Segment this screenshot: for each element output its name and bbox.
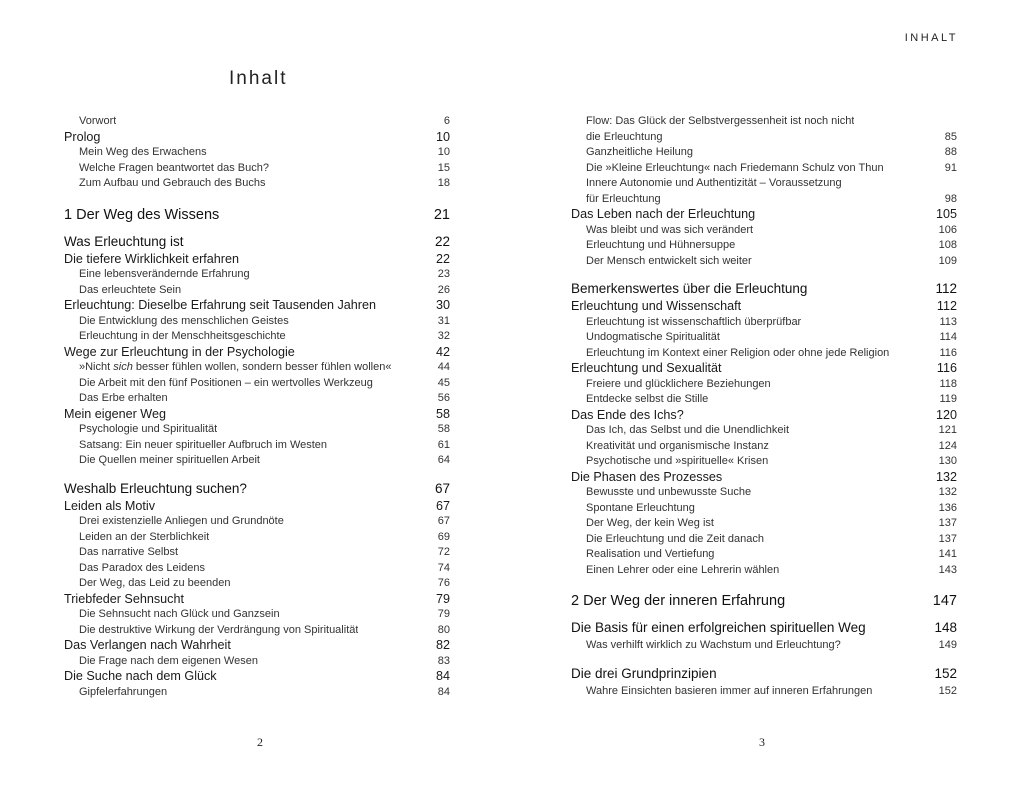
toc-entry-page: 143 bbox=[938, 563, 957, 576]
toc-entry bbox=[571, 346, 957, 362]
toc-entry bbox=[571, 130, 957, 146]
toc-entry bbox=[571, 470, 957, 486]
toc-entry-title: Triebfeder Sehnsucht bbox=[64, 591, 184, 606]
toc-entry-page: 42 bbox=[435, 344, 450, 359]
toc-entry-page: 72 bbox=[437, 546, 450, 558]
toc-entry-page: 152 bbox=[934, 665, 957, 681]
toc-entry-title: Freiere und glücklichere Beziehungen bbox=[586, 377, 771, 390]
toc-entry bbox=[571, 439, 957, 455]
toc-entry-page: 105 bbox=[935, 207, 957, 221]
toc-entry bbox=[571, 618, 957, 638]
toc-entry-title: Was Erleuchtung ist bbox=[64, 233, 184, 249]
toc-entry-page: 32 bbox=[437, 330, 450, 342]
toc-entry bbox=[64, 232, 450, 252]
toc-entry-page: 88 bbox=[944, 146, 957, 158]
toc-entry bbox=[571, 408, 957, 424]
toc-entry-page: 132 bbox=[935, 469, 957, 484]
running-head: INHALT bbox=[904, 32, 958, 44]
toc-entry-title: Die Phasen des Prozesses bbox=[571, 469, 723, 484]
toc-entry bbox=[571, 516, 957, 532]
toc-entry-page: 149 bbox=[938, 639, 957, 651]
toc-entry-title: Erleuchtung im Kontext einer Religion oder ohne jede Religion bbox=[586, 346, 890, 359]
toc-entry-page: 22 bbox=[434, 233, 450, 249]
toc-entry bbox=[571, 361, 957, 377]
toc-entry-page: 85 bbox=[944, 130, 957, 143]
toc-entry-title: Die Erleuchtung und die Zeit danach bbox=[586, 532, 764, 545]
toc-entry-page: 120 bbox=[935, 407, 957, 422]
toc-entry bbox=[64, 391, 450, 407]
toc-entry-title: Der Weg, das Leid zu beenden bbox=[79, 577, 231, 589]
toc-entry-page: 45 bbox=[437, 376, 450, 389]
toc-entry bbox=[64, 145, 450, 161]
toc-entry bbox=[64, 479, 450, 499]
toc-entry-page: 119 bbox=[939, 393, 957, 405]
toc-entry bbox=[571, 145, 957, 161]
toc-entry-page: 118 bbox=[939, 377, 957, 390]
toc-right-page bbox=[571, 114, 957, 699]
toc-entry-title: Vorwort bbox=[79, 115, 117, 127]
toc-entry-title: Mein Weg des Erwachens bbox=[79, 146, 207, 158]
toc-entry bbox=[64, 314, 450, 330]
toc-entry-title: Spontane Erleuchtung bbox=[586, 501, 695, 514]
toc-entry-title: Der Mensch entwickelt sich weiter bbox=[586, 254, 752, 267]
toc-entry-title: Die destruktive Wirkung der Verdrängung von Spiritualität bbox=[79, 623, 359, 636]
toc-entry bbox=[64, 114, 450, 130]
toc-entry bbox=[64, 499, 450, 515]
toc-entry-title: Die Sehnsucht nach Glück und Ganzsein bbox=[79, 608, 280, 620]
toc-entry-page: 83 bbox=[437, 654, 450, 667]
toc-entry-page: 108 bbox=[938, 239, 957, 251]
toc-entry bbox=[571, 223, 957, 239]
toc-entry bbox=[571, 392, 957, 408]
toc-entry bbox=[64, 438, 450, 454]
toc-entry bbox=[64, 453, 450, 469]
toc-entry-page: 22 bbox=[435, 251, 450, 266]
toc-entry bbox=[64, 329, 450, 345]
toc-entry-title: Welche Fragen beantwortet das Buch? bbox=[79, 161, 269, 174]
toc-entry-title: Prolog bbox=[64, 129, 101, 144]
toc-entry-title: Das Ende des Ichs? bbox=[571, 407, 684, 422]
toc-entry-page: 121 bbox=[938, 424, 957, 436]
toc-entry-page: 76 bbox=[437, 577, 450, 589]
toc-entry bbox=[571, 590, 957, 612]
toc-entry-title: Mein eigener Weg bbox=[64, 406, 166, 421]
toc-entry bbox=[64, 252, 450, 268]
toc-entry bbox=[571, 638, 957, 654]
toc-entry-title: Das Verlangen nach Wahrheit bbox=[64, 638, 231, 652]
toc-entry-page: 147 bbox=[932, 593, 957, 609]
toc-entry bbox=[571, 377, 957, 393]
toc-entry-title: Die Basis für einen erfolgreichen spirituellen Weg bbox=[571, 620, 866, 635]
toc-entry-title: Erleuchtung und Hühnersuppe bbox=[586, 239, 736, 251]
toc-entry-page: 130 bbox=[938, 455, 957, 467]
toc-entry-title: Innere Autonomie und Authentizität – Voraussetzung bbox=[586, 177, 842, 189]
toc-entry-page: 84 bbox=[435, 669, 450, 683]
toc-entry-page: 58 bbox=[437, 423, 450, 435]
toc-entry bbox=[571, 238, 957, 254]
toc-entry-page: 23 bbox=[437, 268, 450, 280]
toc-entry-title: 1 Der Weg des Wissens bbox=[64, 206, 220, 223]
toc-entry-page: 82 bbox=[435, 638, 450, 652]
toc-entry-title: für Erleuchtung bbox=[586, 192, 661, 205]
toc-entry-title: Erleuchtung: Dieselbe Erfahrung seit Tausenden Jahren bbox=[64, 298, 377, 312]
toc-entry bbox=[571, 501, 957, 517]
toc-entry bbox=[571, 315, 957, 331]
toc-entry bbox=[64, 545, 450, 561]
toc-entry-title: Einen Lehrer oder eine Lehrerin wählen bbox=[586, 563, 780, 576]
toc-entry bbox=[571, 454, 957, 470]
toc-entry-title: Weshalb Erleuchtung suchen? bbox=[64, 480, 247, 496]
toc-entry bbox=[571, 207, 957, 223]
toc-entry bbox=[64, 298, 450, 314]
toc-entry bbox=[64, 669, 450, 685]
toc-entry-title: Entdecke selbst die Stille bbox=[586, 393, 709, 405]
toc-entry-page: 132 bbox=[938, 486, 957, 498]
toc-entry-page: 15 bbox=[437, 161, 450, 174]
toc-entry bbox=[571, 684, 957, 700]
toc-entry bbox=[571, 161, 957, 177]
toc-entry-page: 26 bbox=[437, 283, 450, 296]
toc-entry-title: Erleuchtung in der Menschheitsgeschichte bbox=[79, 330, 286, 342]
toc-entry-title: Die Quellen meiner spirituellen Arbeit bbox=[79, 454, 260, 466]
toc-entry-title: Gipfelerfahrungen bbox=[79, 685, 168, 698]
toc-entry-page: 58 bbox=[435, 406, 450, 421]
toc-entry-title: Die Frage nach dem eigenen Wesen bbox=[79, 654, 258, 667]
toc-entry-title: Eine lebensverändernde Erfahrung bbox=[79, 268, 250, 280]
toc-entry-title: Drei existenzielle Anliegen und Grundnöte bbox=[79, 515, 284, 527]
toc-entry-title: Wahre Einsichten basieren immer auf inneren Erfahrungen bbox=[586, 684, 873, 697]
toc-entry bbox=[571, 330, 957, 346]
toc-entry bbox=[64, 654, 450, 670]
toc-entry-title: Das erleuchtete Sein bbox=[79, 283, 182, 296]
toc-entry bbox=[64, 638, 450, 654]
toc-entry-title: Flow: Das Glück der Selbstvergessenheit ist noch nicht bbox=[586, 115, 855, 127]
toc-entry bbox=[571, 664, 957, 684]
toc-entry-page: 137 bbox=[938, 532, 957, 545]
toc-entry-title: Die Arbeit mit den fünf Positionen – ein wertvolles Werkzeug bbox=[79, 376, 373, 389]
toc-entry-page: 141 bbox=[938, 548, 957, 560]
toc-entry-title: »Nicht sich besser fühlen wollen, sondern besser fühlen wollen« bbox=[79, 361, 392, 373]
toc-entry bbox=[571, 254, 957, 270]
toc-entry-title: Psychotische und »spirituelle« Krisen bbox=[586, 455, 769, 467]
toc-entry-page: 112 bbox=[935, 281, 957, 296]
toc-entry bbox=[64, 407, 450, 423]
toc-entry bbox=[64, 283, 450, 299]
toc-entry bbox=[64, 685, 450, 701]
toc-entry-title: Realisation und Vertiefung bbox=[586, 548, 715, 560]
toc-entry-page: 79 bbox=[435, 591, 450, 606]
toc-entry-page: 31 bbox=[437, 314, 450, 327]
toc-entry-page: 74 bbox=[437, 561, 450, 574]
toc-entry-page: 79 bbox=[437, 608, 450, 620]
toc-entry-title: Das narrative Selbst bbox=[79, 546, 179, 558]
toc-entry-page: 106 bbox=[938, 223, 957, 236]
toc-entry-title: Was bleibt und was sich verändert bbox=[586, 223, 754, 236]
toc-entry bbox=[64, 514, 450, 530]
toc-entry-title: Die tiefere Wirklichkeit erfahren bbox=[64, 251, 239, 266]
toc-entry-page: 112 bbox=[936, 299, 957, 313]
toc-entry-title: Leiden an der Sterblichkeit bbox=[79, 530, 210, 543]
toc-entry bbox=[64, 592, 450, 608]
toc-entry-page: 67 bbox=[435, 498, 450, 513]
toc-entry-title: Bewusste und unbewusste Suche bbox=[586, 486, 752, 498]
toc-entry bbox=[571, 563, 957, 579]
toc-entry-title: Die Entwicklung des menschlichen Geistes bbox=[79, 314, 289, 327]
toc-entry-title: Bemerkenswertes über die Erleuchtung bbox=[571, 281, 808, 296]
toc-entry-page: 116 bbox=[936, 361, 957, 375]
toc-entry-page: 21 bbox=[433, 206, 450, 223]
toc-entry bbox=[571, 192, 957, 208]
toc-entry bbox=[64, 607, 450, 623]
toc-entry-page: 136 bbox=[938, 501, 957, 514]
toc-entry-page: 116 bbox=[939, 346, 957, 359]
toc-entry bbox=[64, 204, 450, 226]
toc-entry-page: 109 bbox=[938, 254, 957, 267]
toc-entry-page: 64 bbox=[437, 454, 450, 466]
toc-entry-page: 148 bbox=[934, 620, 957, 635]
toc-entry-page: 98 bbox=[944, 192, 957, 205]
toc-entry-page: 80 bbox=[437, 623, 450, 636]
toc-heading: Inhalt bbox=[229, 68, 288, 89]
toc-entry bbox=[64, 176, 450, 192]
toc-entry bbox=[64, 623, 450, 639]
toc-entry-title: Erleuchtung und Sexualität bbox=[571, 361, 722, 375]
toc-entry bbox=[571, 176, 957, 192]
toc-entry-page: 56 bbox=[437, 392, 450, 404]
toc-entry-page: 61 bbox=[437, 438, 450, 451]
toc-entry bbox=[571, 114, 957, 130]
toc-entry bbox=[64, 360, 450, 376]
toc-entry-title: 2 Der Weg der inneren Erfahrung bbox=[571, 593, 786, 609]
toc-entry-page: 18 bbox=[437, 177, 450, 189]
toc-entry-page: 114 bbox=[939, 331, 957, 343]
toc-entry-title: Das Ich, das Selbst und die Unendlichkeit bbox=[586, 424, 790, 436]
page-number-left: 2 bbox=[257, 735, 263, 749]
toc-entry bbox=[571, 532, 957, 548]
toc-entry-page: 91 bbox=[944, 161, 957, 174]
toc-entry-page: 67 bbox=[437, 515, 450, 527]
toc-entry-title: Undogmatische Spiritualität bbox=[586, 331, 720, 343]
toc-entry bbox=[571, 485, 957, 501]
toc-entry bbox=[64, 576, 450, 592]
toc-entry-title: Das Leben nach der Erleuchtung bbox=[571, 207, 756, 221]
toc-entry-title: Ganzheitliche Heilung bbox=[586, 146, 694, 158]
toc-entry bbox=[571, 547, 957, 563]
toc-entry-page: 124 bbox=[938, 439, 957, 452]
toc-entry-title: die Erleuchtung bbox=[586, 130, 663, 143]
toc-entry-page: 137 bbox=[938, 517, 957, 529]
toc-entry bbox=[64, 161, 450, 177]
toc-entry-title: Das Erbe erhalten bbox=[79, 392, 168, 404]
toc-entry-title: Erleuchtung und Wissenschaft bbox=[571, 299, 742, 313]
toc-entry-page: 152 bbox=[938, 684, 957, 697]
toc-entry bbox=[571, 299, 957, 315]
toc-entry-title: Der Weg, der kein Weg ist bbox=[586, 517, 714, 529]
toc-entry-title: Das Paradox des Leidens bbox=[79, 561, 205, 574]
toc-entry-title: Die »Kleine Erleuchtung« nach Friedemann Schulz von Thun bbox=[586, 161, 884, 174]
toc-entry-page: 10 bbox=[437, 146, 450, 158]
toc-entry-title: Psychologie und Spiritualität bbox=[79, 423, 218, 435]
toc-entry-title: Erleuchtung ist wissenschaftlich überprüfbar bbox=[586, 315, 802, 328]
toc-entry bbox=[64, 530, 450, 546]
toc-entry-page: 6 bbox=[443, 115, 450, 127]
page-number-right: 3 bbox=[759, 735, 765, 749]
toc-entry bbox=[571, 279, 957, 299]
toc-entry-title: Satsang: Ein neuer spiritueller Aufbruch im Westen bbox=[79, 438, 328, 451]
toc-entry-title: Die drei Grundprinzipien bbox=[571, 665, 717, 681]
toc-entry bbox=[571, 423, 957, 439]
toc-entry bbox=[64, 267, 450, 283]
toc-entry-page: 113 bbox=[939, 315, 957, 328]
toc-entry-title: Was verhilft wirklich zu Wachstum und Erleuchtung? bbox=[586, 639, 841, 651]
toc-entry-page: 30 bbox=[435, 298, 450, 312]
toc-entry-page: 10 bbox=[435, 129, 450, 144]
toc-entry-title: Wege zur Erleuchtung in der Psychologie bbox=[64, 344, 295, 359]
toc-entry bbox=[64, 422, 450, 438]
toc-entry bbox=[64, 376, 450, 392]
toc-left-page bbox=[64, 114, 450, 700]
toc-entry-page: 44 bbox=[437, 361, 450, 373]
toc-entry-title: Die Suche nach dem Glück bbox=[64, 669, 217, 683]
toc-entry-title: Kreativität und organismische Instanz bbox=[586, 439, 769, 452]
toc-entry bbox=[64, 561, 450, 577]
toc-entry-title: Zum Aufbau und Gebrauch des Buchs bbox=[79, 177, 266, 189]
toc-entry-title: Leiden als Motiv bbox=[64, 498, 156, 513]
toc-entry-page: 84 bbox=[437, 685, 450, 698]
toc-entry bbox=[64, 130, 450, 146]
toc-entry bbox=[64, 345, 450, 361]
toc-entry-page: 69 bbox=[437, 530, 450, 543]
toc-entry-page: 67 bbox=[434, 480, 450, 496]
